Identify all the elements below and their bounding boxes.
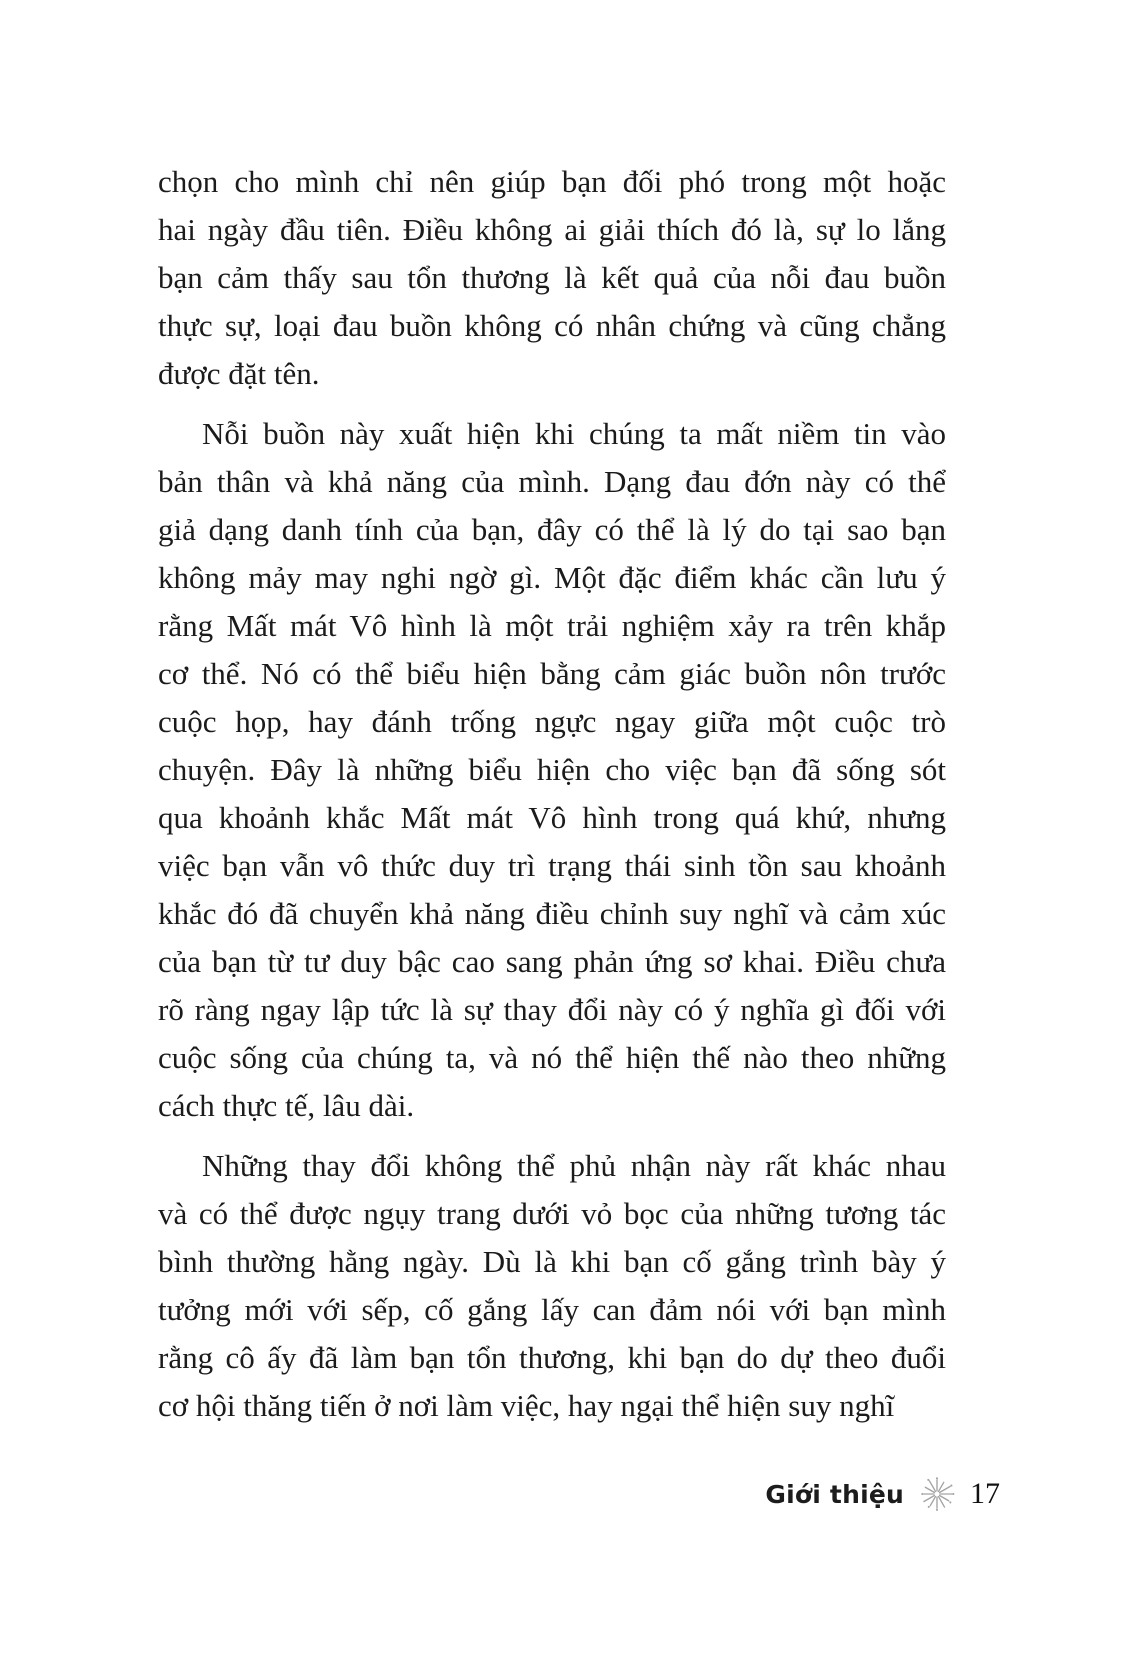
text-line: bạn cảm thấy sau tổn thương là kết quả của nỗi đau buồn	[158, 260, 946, 295]
text-line: chuyện. Đây là những biểu hiện cho việc bạn đã sống sót	[158, 752, 946, 787]
text-line: qua khoảnh khắc Mất mát Vô hình trong quá khứ, nhưng	[158, 800, 946, 835]
page-number: 17	[970, 1477, 1000, 1510]
text-line: bản thân và khả năng của mình. Dạng đau đớn này có thể	[158, 464, 946, 499]
text-line: bình thường hằng ngày. Dù là khi bạn cố gắng trình bày ý	[158, 1244, 946, 1279]
text-line: giả dạng danh tính của bạn, đây có thể là lý do tại sao bạn	[158, 512, 946, 547]
body-text	[158, 158, 946, 1442]
text-line: rằng Mất mát Vô hình là một trải nghiệm xảy ra trên khắp	[158, 608, 946, 643]
text-line: rằng cô ấy đã làm bạn tổn thương, khi bạn do dự theo đuổi	[158, 1340, 946, 1375]
paragraph	[158, 158, 946, 398]
text-line: cuộc họp, hay đánh trống ngực ngay giữa một cuộc trò	[158, 704, 946, 739]
text-line: cơ hội thăng tiến ở nơi làm việc, hay ngại thể hiện suy nghĩ	[158, 1388, 895, 1423]
text-line: việc bạn vẫn vô thức duy trì trạng thái sinh tồn sau khoảnh	[158, 848, 946, 883]
text-line: cuộc sống của chúng ta, và nó thể hiện thế nào theo những	[158, 1040, 946, 1075]
text-line: cơ thể. Nó có thể biểu hiện bằng cảm giác buồn nôn trước	[158, 656, 946, 691]
page-footer	[765, 1476, 1000, 1512]
text-line: cách thực tế, lâu dài.	[158, 1088, 415, 1123]
text-line: được đặt tên.	[158, 356, 320, 391]
text-line: thực sự, loại đau buồn không có nhân chứng và cũng chẳng	[158, 308, 946, 343]
text-line: khắc đó đã chuyển khả năng điều chỉnh suy nghĩ và cảm xúc	[158, 896, 946, 931]
text-line: Nỗi buồn này xuất hiện khi chúng ta mất niềm tin vào	[202, 416, 946, 451]
paragraph	[158, 1142, 946, 1430]
text-line: tưởng mới với sếp, cố gắng lấy can đảm nói với bạn mình	[158, 1292, 946, 1327]
text-line: chọn cho mình chỉ nên giúp bạn đối phó trong một hoặc	[158, 164, 946, 199]
text-line: hai ngày đầu tiên. Điều không ai giải thích đó là, sự lo lắng	[158, 212, 946, 247]
text-line: của bạn từ tư duy bậc cao sang phản ứng sơ khai. Điều chưa	[158, 944, 946, 979]
section-label: Giới thiệu	[765, 1479, 904, 1509]
text-line: và có thể được ngụy trang dưới vỏ bọc của những tương tác	[158, 1196, 946, 1231]
text-line: rõ ràng ngay lập tức là sự thay đổi này có ý nghĩa gì đối với	[158, 992, 946, 1027]
paragraph	[158, 410, 946, 1130]
text-line: không mảy may nghi ngờ gì. Một đặc điểm khác cần lưu ý	[158, 560, 946, 595]
text-line: Những thay đổi không thể phủ nhận này rất khác nhau	[202, 1148, 946, 1183]
starburst-icon	[919, 1476, 955, 1512]
